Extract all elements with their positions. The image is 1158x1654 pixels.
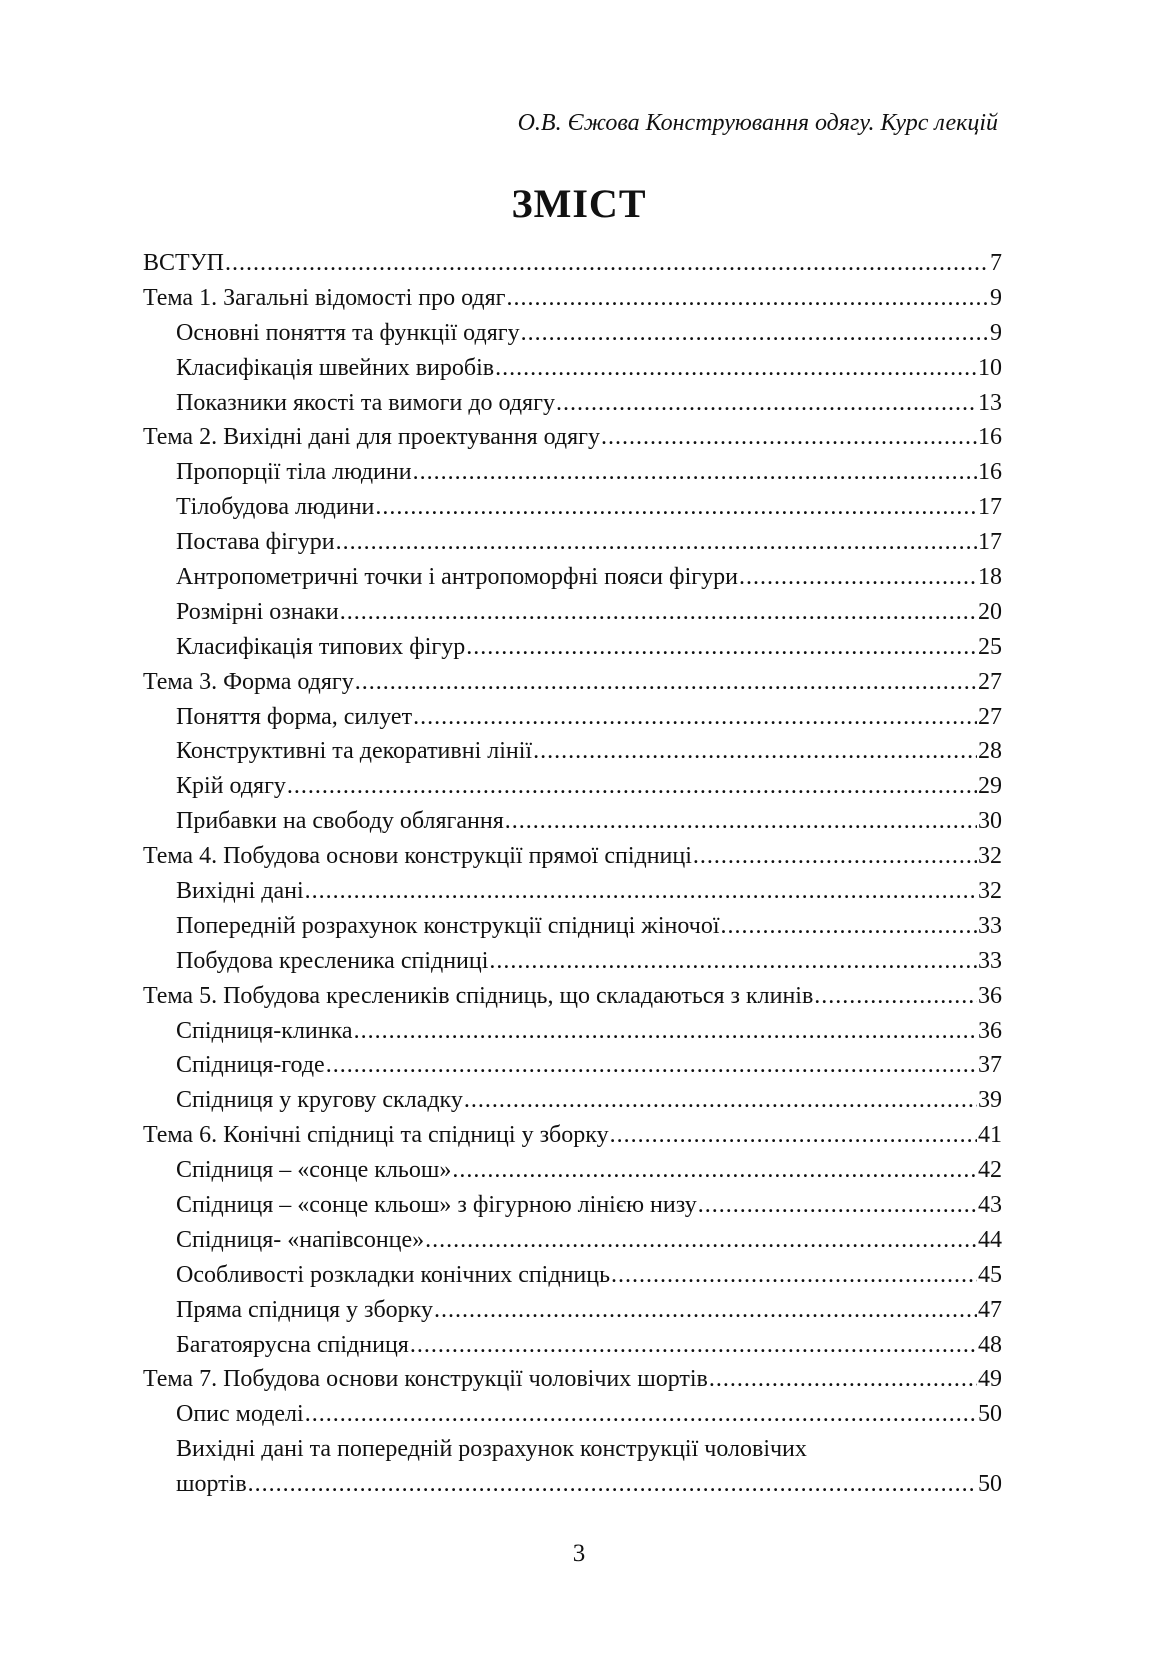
toc-entry-title: Тілобудова людини xyxy=(176,494,375,521)
toc-entry-chapter[interactable] xyxy=(143,1363,1002,1398)
dot-leader xyxy=(521,316,989,351)
toc-entry-page: 13 xyxy=(978,389,1002,416)
toc-entry-section[interactable] xyxy=(143,595,1002,630)
toc-entry-page: 27 xyxy=(978,668,1002,695)
dot-leader xyxy=(720,909,977,944)
toc-entry-section[interactable] xyxy=(143,700,1002,735)
toc-entry-page: 9 xyxy=(990,284,1002,311)
dot-leader xyxy=(355,665,977,700)
toc-entry-chapter[interactable] xyxy=(143,1118,1002,1153)
toc-entry-title: Основні поняття та функції одягу xyxy=(176,319,520,346)
dot-leader xyxy=(505,804,977,839)
toc-entry-section[interactable] xyxy=(143,1223,1002,1258)
toc-entry-page: 36 xyxy=(978,1017,1002,1044)
toc-entry-title: Класифікація швейних виробів xyxy=(176,354,495,381)
dot-leader xyxy=(340,595,977,630)
toc-entry-page: 50 xyxy=(978,1471,1002,1498)
toc-entry-title: Тема 2. Вихідні дані для проектування одягу xyxy=(143,424,601,451)
dot-leader xyxy=(225,246,989,281)
page-title: ЗМІСТ xyxy=(511,181,647,226)
toc-entry-title: Спідниця-клинка xyxy=(176,1017,353,1044)
toc-entry-multiline[interactable] xyxy=(143,1432,1002,1502)
dot-leader xyxy=(739,560,977,595)
toc-entry-section[interactable] xyxy=(143,1083,1002,1118)
dot-leader xyxy=(601,420,977,455)
toc-entry-section[interactable] xyxy=(143,769,1002,804)
dot-leader xyxy=(709,1362,977,1397)
toc-entry-page: 18 xyxy=(978,564,1002,590)
toc-entry-page: 17 xyxy=(978,529,1002,556)
toc-entry-section[interactable] xyxy=(143,944,1002,979)
toc-entry-page: 9 xyxy=(990,319,1002,346)
toc-entry-page: 45 xyxy=(978,1261,1002,1288)
toc-entry-title: Тема 7. Побудова основи конструкції чоловічих шортів xyxy=(143,1366,708,1393)
toc-entry-title: Багатоярусна спідниця xyxy=(176,1331,409,1358)
dot-leader xyxy=(287,769,977,804)
toc-entry-page: 27 xyxy=(978,703,1002,730)
toc-entry-title: Особливості розкладки конічних спідниць xyxy=(176,1261,611,1288)
toc-entry-section[interactable] xyxy=(143,909,1002,944)
toc-entry-section[interactable] xyxy=(143,455,1002,490)
toc-entry-page: 16 xyxy=(978,459,1002,486)
toc-entry-title-line1: Вихідні дані та попередній розрахунок конструкції чоловічих xyxy=(176,1436,807,1463)
toc-entry-section[interactable] xyxy=(143,1014,1002,1049)
toc-entry-title: Тема 1. Загальні відомості про одяг xyxy=(143,284,506,311)
dot-leader xyxy=(464,1083,977,1118)
toc-entry-page: 10 xyxy=(978,354,1002,381)
toc-entry-title: Антропометричні точки і антропоморфні пояси фігури xyxy=(176,564,738,590)
dot-leader xyxy=(305,874,977,909)
toc-entry-title: Тема 6. Конічні спідниці та спідниці у зборку xyxy=(143,1122,609,1149)
toc-entry-chapter[interactable] xyxy=(143,420,1002,455)
toc-entry-section[interactable] xyxy=(143,1188,1002,1223)
toc-entry-page: 32 xyxy=(978,878,1002,905)
toc-entry-section[interactable] xyxy=(143,386,1002,421)
dot-leader xyxy=(375,490,977,525)
running-header: О.В. Єжова Конструювання одягу. Курс лекцій xyxy=(517,110,998,136)
toc-entry-page: 48 xyxy=(978,1331,1002,1358)
toc-entry-page: 50 xyxy=(978,1401,1002,1428)
toc-entry-page: 20 xyxy=(978,598,1002,625)
toc-entry-chapter[interactable] xyxy=(143,839,1002,874)
toc-entry-title: Спідниця- «напівсонце» xyxy=(176,1226,425,1253)
toc-entry-section[interactable] xyxy=(143,490,1002,525)
toc-entry-page: 42 xyxy=(978,1157,1002,1184)
toc-entry-page: 36 xyxy=(978,982,1002,1009)
toc-entry-title: Спідниця-годе xyxy=(176,1052,325,1079)
dot-leader xyxy=(305,1397,977,1432)
toc-entry-section[interactable] xyxy=(143,1328,1002,1363)
toc-entry-page: 47 xyxy=(978,1296,1002,1323)
toc-entry-chapter[interactable] xyxy=(143,246,1002,281)
toc-entry-title: Пропорції тіла людини xyxy=(176,459,412,486)
dot-leader xyxy=(410,1328,977,1363)
toc-entry-title: Тема 5. Побудова креслеників спідниць, що складаються з клинів xyxy=(143,982,814,1009)
toc-entry-title: Класифікація типових фігур xyxy=(176,633,466,660)
toc-entry-title: Спідниця – «сонце кльош» xyxy=(176,1157,452,1184)
dot-leader xyxy=(814,979,977,1014)
dot-leader xyxy=(425,1223,977,1258)
dot-leader xyxy=(489,944,977,979)
toc-entry-page: 43 xyxy=(978,1192,1002,1219)
toc-entry-title: Пряма спідниця у зборку xyxy=(176,1296,434,1323)
toc-entry-section[interactable] xyxy=(143,525,1002,560)
dot-leader xyxy=(533,734,977,769)
toc-entry-section[interactable] xyxy=(143,351,1002,386)
toc-entry-title: Спідниця – «сонце кльош» з фігурною лінією низу xyxy=(176,1192,697,1219)
dot-leader xyxy=(495,351,977,386)
toc-entry-last-line xyxy=(176,1467,1002,1502)
toc-entry-title: Постава фігури xyxy=(176,529,335,556)
dot-leader xyxy=(506,281,989,316)
dot-leader xyxy=(326,1048,977,1083)
toc-entry-page: 33 xyxy=(978,912,1002,939)
dot-leader xyxy=(354,1014,977,1049)
toc-entry-section[interactable] xyxy=(143,630,1002,665)
toc-entry-chapter[interactable] xyxy=(143,665,1002,700)
toc-entry-chapter[interactable] xyxy=(143,281,1002,316)
toc-entry-page: 39 xyxy=(978,1087,1002,1114)
toc-entry-title-line2: шортів xyxy=(176,1471,247,1498)
toc-entry-title: Тема 3. Форма одягу xyxy=(143,668,354,695)
toc-entry-page: 49 xyxy=(978,1366,1002,1393)
toc-entry-section[interactable] xyxy=(143,1153,1002,1188)
dot-leader xyxy=(452,1153,977,1188)
dot-leader xyxy=(413,455,977,490)
toc-entry-section[interactable] xyxy=(143,560,1002,595)
table-of-contents xyxy=(143,246,1002,1502)
toc-entry-chapter[interactable] xyxy=(143,979,1002,1014)
dot-leader xyxy=(611,1258,977,1293)
toc-entry-title: Побудова креслeника спідниці xyxy=(176,947,489,974)
toc-entry-page: 29 xyxy=(978,773,1002,800)
page-number: 3 xyxy=(572,1540,586,1567)
toc-entry-page: 37 xyxy=(978,1052,1002,1079)
toc-entry-section[interactable] xyxy=(143,734,1002,769)
toc-entry-section[interactable] xyxy=(143,1258,1002,1293)
dot-leader xyxy=(413,700,977,735)
toc-entry-title: Попередній розрахунок конструкції спідниці жіночої xyxy=(176,912,720,939)
toc-entry-page: 32 xyxy=(978,843,1002,870)
toc-entry-page: 25 xyxy=(978,633,1002,660)
toc-entry-title: Розмірні ознаки xyxy=(176,598,339,625)
toc-entry-page: 16 xyxy=(978,424,1002,451)
dot-leader xyxy=(466,630,977,665)
toc-entry-page: 30 xyxy=(978,808,1002,835)
dot-leader xyxy=(610,1118,977,1153)
dot-leader xyxy=(556,386,977,421)
toc-entry-section[interactable] xyxy=(143,804,1002,839)
toc-entry-title: Опис моделі xyxy=(176,1401,304,1428)
toc-entry-page: 28 xyxy=(978,738,1002,765)
toc-entry-page: 44 xyxy=(978,1226,1002,1253)
toc-entry-page: 7 xyxy=(990,249,1002,276)
toc-entry-page: 33 xyxy=(978,947,1002,974)
toc-entry-title: Поняття форма, силует xyxy=(176,703,413,730)
toc-entry-page: 41 xyxy=(978,1122,1002,1149)
toc-entry-section[interactable] xyxy=(143,316,1002,351)
toc-entry-title: Прибавки на свободу облягання xyxy=(176,808,504,835)
dot-leader xyxy=(698,1188,977,1223)
toc-entry-section[interactable] xyxy=(143,1293,1002,1328)
toc-entry-page: 17 xyxy=(978,494,1002,521)
toc-entry-title: Тема 4. Побудова основи конструкції прямої спідниці xyxy=(143,843,692,870)
dot-leader xyxy=(336,525,977,560)
toc-entry-title: Показники якості та вимоги до одягу xyxy=(176,389,555,416)
toc-entry-title: Вихідні дані xyxy=(176,878,304,905)
dot-leader xyxy=(693,839,977,874)
toc-entry-section[interactable] xyxy=(143,874,1002,909)
toc-entry-title: Спідниця у кругову складку xyxy=(176,1087,463,1114)
toc-entry-title: Конструктивні та декоративні лінії xyxy=(176,738,533,765)
toc-entry-title: ВСТУП xyxy=(143,249,224,276)
toc-entry-section[interactable] xyxy=(143,1397,1002,1432)
toc-entry-title: Крій одягу xyxy=(176,773,286,800)
dot-leader xyxy=(434,1293,977,1328)
dot-leader xyxy=(248,1467,977,1502)
toc-entry-section[interactable] xyxy=(143,1048,1002,1083)
